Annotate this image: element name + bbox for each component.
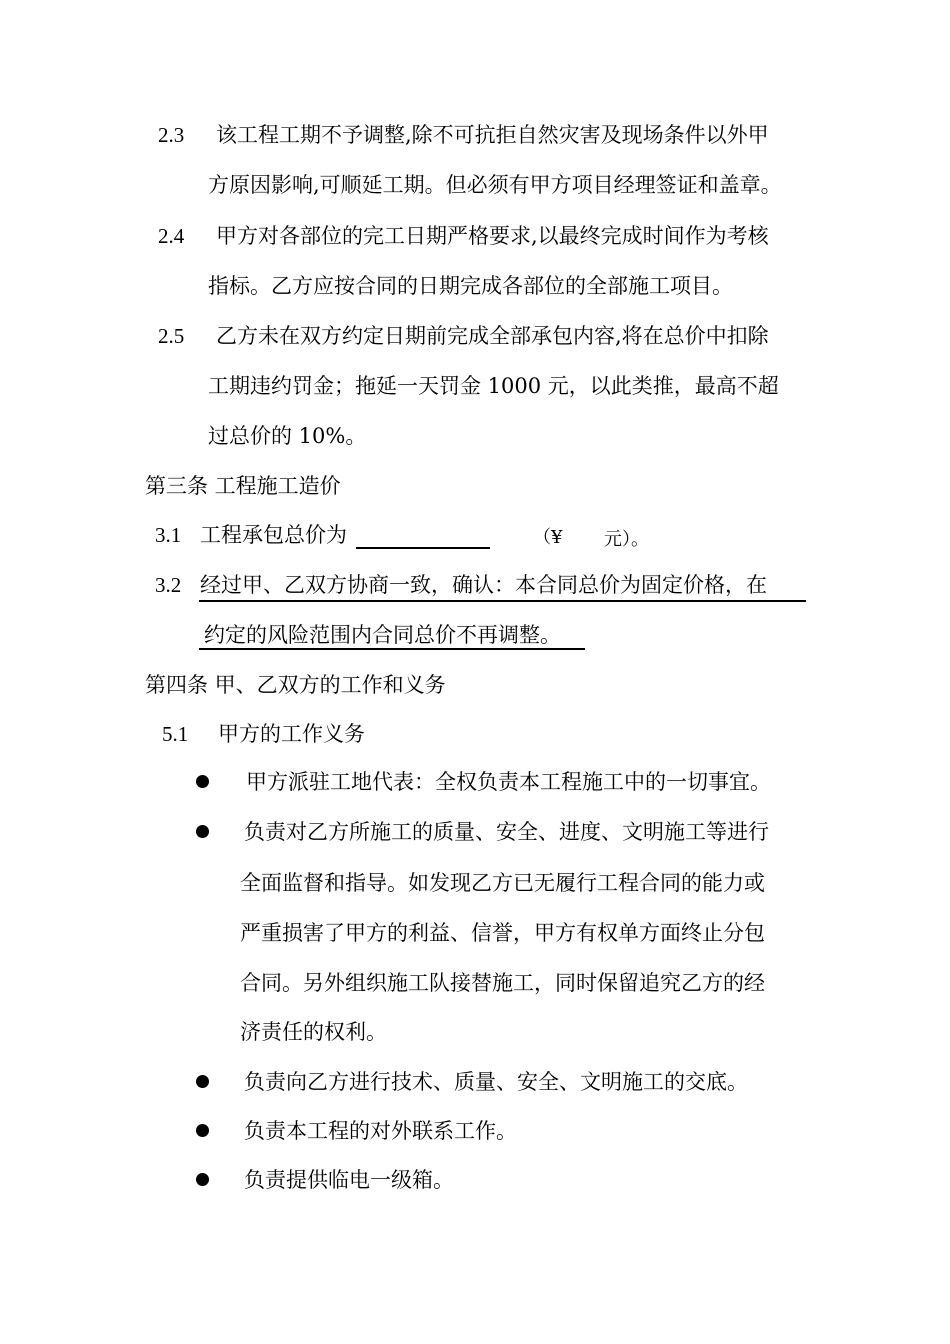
bullet-1-text: 甲方派驻工地代表：全权负责本工程施工中的一切事宜。: [246, 770, 771, 794]
clause-2-4-line-1: 甲方对各部位的完工日期严格要求,以最终完成时间作为考核: [216, 224, 769, 248]
bullet-2-line-4: 合同。另外组织施工队接替施工，同时保留追究乙方的经: [240, 971, 765, 995]
bullet-2-line-1: 负责对乙方所施工的质量、安全、进度、文明施工等进行: [244, 820, 769, 844]
clause-3-1-number: 3.1: [155, 523, 182, 547]
article-3-heading: 第三条 工程施工造价: [145, 474, 341, 498]
clause-3-2-line-2: 约定的风险范围内合同总价不再调整。: [204, 623, 561, 647]
clause-2-3-line-1: 该工程工期不予调整,除不可抗拒自然灾害及现场条件以外甲: [216, 123, 769, 147]
clause-2-4-number: 2.4: [158, 224, 185, 248]
clause-5-1-title: 甲方的工作义务: [218, 722, 365, 746]
bullet-2-line-2: 全面监督和指导。如发现乙方已无履行工程合同的能力或: [240, 871, 765, 895]
clause-3-1-text: 工程承包总价为: [200, 523, 347, 547]
clause-3-2-line-1: 经过甲、乙双方协商一致，确认：本合同总价为固定价格，在: [200, 573, 767, 597]
bullet-2-dot: [196, 825, 209, 838]
bullet-1-dot: [196, 775, 209, 788]
price-paren-open: （¥: [533, 527, 563, 548]
bullet-4-text: 负责本工程的对外联系工作。: [244, 1119, 517, 1143]
clause-2-5-line-2: 工期违约罚金；拖延一天罚金 1000 元，以此类推，最高不超: [208, 374, 779, 398]
clause-2-3-line-2: 方原因影响,可顺延工期。但必须有甲方项目经理签证和盖章。: [208, 173, 782, 197]
clause-3-2-underline-2: [199, 648, 585, 650]
bullet-5-text: 负责提供临电一级箱。: [244, 1168, 454, 1192]
clause-2-3-number: 2.3: [158, 123, 185, 147]
price-paren-close: 元）。: [604, 529, 649, 550]
clause-5-1-number: 5.1: [162, 722, 189, 746]
clause-2-4-line-2: 指标。乙方应按合同的日期完成各部位的全部施工项目。: [208, 274, 733, 298]
clause-2-5-number: 2.5: [158, 324, 185, 348]
clause-2-5-line-1: 乙方未在双方约定日期前完成全部承包内容,将在总价中扣除: [216, 324, 769, 348]
article-4-heading: 第四条 甲、乙双方的工作和义务: [145, 673, 446, 697]
bullet-4-dot: [196, 1124, 209, 1137]
clause-3-2-number: 3.2: [155, 573, 182, 597]
clause-2-5-line-3: 过总价的 10%。: [208, 424, 367, 448]
bullet-2-line-3: 严重损害了甲方的利益、信誉，甲方有权单方面终止分包: [240, 921, 765, 945]
clause-3-2-underline-1: [199, 600, 806, 602]
bullet-3-text: 负责向乙方进行技术、质量、安全、文明施工的交底。: [244, 1070, 748, 1094]
price-blank-underline: [356, 547, 490, 549]
bullet-2-line-5: 济责任的权利。: [240, 1020, 387, 1044]
bullet-5-dot: [196, 1173, 209, 1186]
bullet-3-dot: [196, 1075, 209, 1088]
